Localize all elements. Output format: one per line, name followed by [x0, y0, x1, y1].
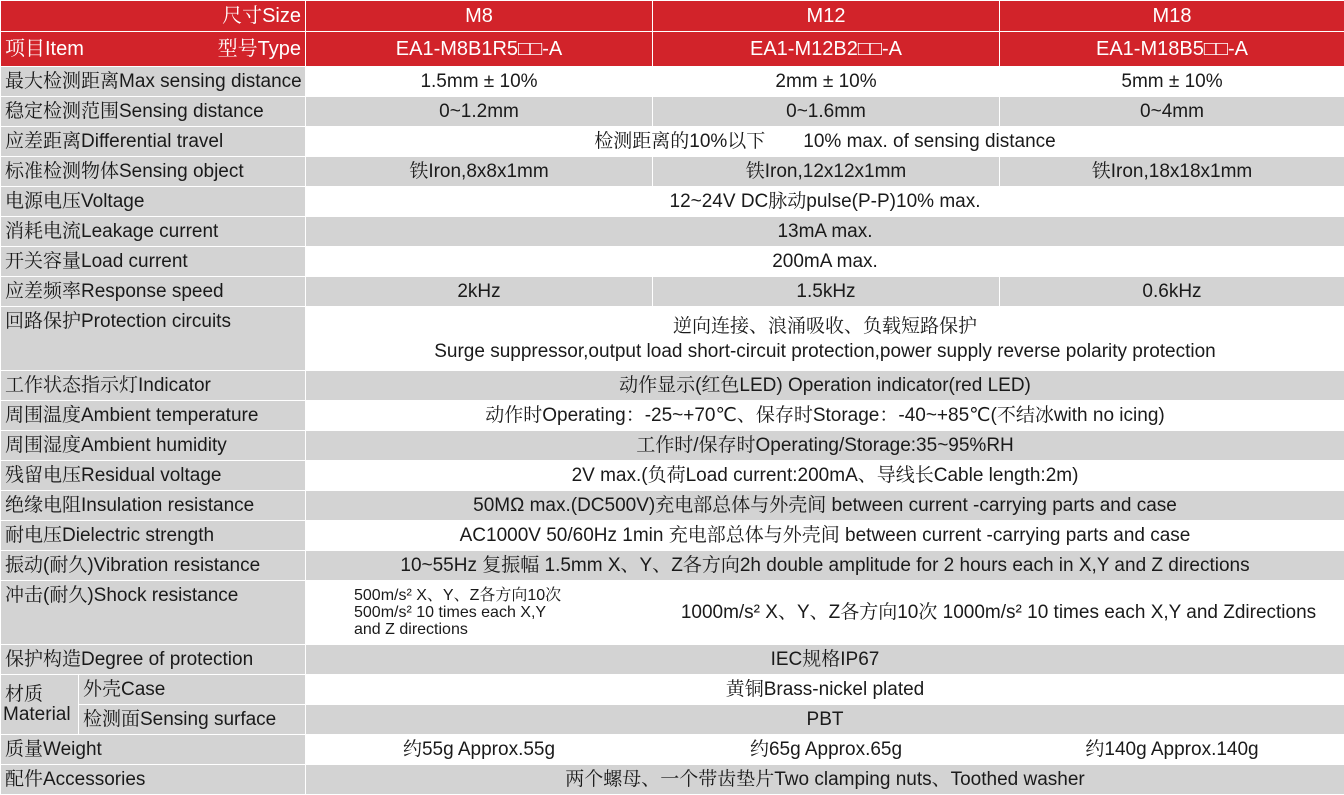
value-all: 检测距离的10%以下 10% max. of sensing distance	[306, 127, 1344, 157]
model-m12: EA1-M12B2□□-A	[653, 32, 1000, 67]
model-m18: EA1-M18B5□□-A	[1000, 32, 1344, 67]
row-sensing-object	[1, 157, 1344, 187]
row-load	[1, 247, 1344, 277]
value-m8: 铁Iron,8x8x1mm	[306, 157, 653, 187]
value-m12: 铁Iron,12x12x1mm	[653, 157, 1000, 187]
model-m8: EA1-M8B1R5□□-A	[306, 32, 653, 67]
shock-m8-line1: 500m/s² X、Y、Z各方向10次	[354, 587, 648, 604]
row-voltage	[1, 187, 1344, 217]
row-leakage	[1, 217, 1344, 247]
header-row-size	[1, 1, 1344, 32]
surface-value: PBT	[306, 705, 1344, 735]
protection-line-en: Surge suppressor,output load short-circuit protection,power supply reverse polarity protection	[310, 339, 1340, 364]
material-label-cn: 材质	[3, 685, 76, 705]
value-all: 动作时Operating：-25~+70℃、保存时Storage：-40~+85℃(不结冰with no icing)	[306, 401, 1344, 431]
value-m12: 0~1.6mm	[653, 97, 1000, 127]
row-label: 最大检测距离Max sensing distance	[1, 67, 306, 97]
case-label: 外壳Case	[79, 675, 306, 705]
item-label: 项目Item	[5, 39, 84, 59]
value-m8: 0~1.2mm	[306, 97, 653, 127]
header-row-type	[1, 32, 1344, 67]
type-label: 型号Type	[218, 39, 301, 59]
row-label: 标准检测物体Sensing object	[1, 157, 306, 187]
value-m12: 约65g Approx.65g	[653, 735, 1000, 765]
row-label: 周围湿度Ambient humidity	[1, 431, 306, 461]
row-accessories	[1, 765, 1344, 795]
row-residual-voltage	[1, 461, 1344, 491]
value-m12: 1.5kHz	[653, 277, 1000, 307]
value-m12: 2mm ± 10%	[653, 67, 1000, 97]
row-vibration	[1, 551, 1344, 581]
row-label: 残留电压Residual voltage	[1, 461, 306, 491]
material-label-cell	[1, 675, 79, 735]
row-degree-protection	[1, 645, 1344, 675]
value-m18: 铁Iron,18x18x1mm	[1000, 157, 1344, 187]
row-ambient-temperature	[1, 401, 1344, 431]
value-m18: 约140g Approx.140g	[1000, 735, 1344, 765]
row-dielectric	[1, 521, 1344, 551]
row-ambient-humidity	[1, 431, 1344, 461]
row-label: 振动(耐久)Vibration resistance	[1, 551, 306, 581]
row-differential	[1, 127, 1344, 157]
row-label: 开关容量Load current	[1, 247, 306, 277]
row-label: 消耗电流Leakage current	[1, 217, 306, 247]
row-weight	[1, 735, 1344, 765]
value-m18: 0~4mm	[1000, 97, 1344, 127]
value-m18: 0.6kHz	[1000, 277, 1344, 307]
row-sensing-distance	[1, 97, 1344, 127]
size-m18: M18	[1000, 1, 1344, 32]
row-protection-circuits	[1, 307, 1344, 371]
row-material-surface	[1, 705, 1344, 735]
row-label: 周围温度Ambient temperature	[1, 401, 306, 431]
value-all: 10~55Hz 复振幅 1.5mm X、Y、Z各方向2h double amplitude for 2 hours each in X,Y and Z directions	[306, 551, 1344, 581]
row-indicator	[1, 371, 1344, 401]
protection-line-cn: 逆向连接、浪涌吸收、负载短路保护	[310, 314, 1340, 339]
row-max-sensing	[1, 67, 1344, 97]
value-all: 工作时/保存时Operating/Storage:35~95%RH	[306, 431, 1344, 461]
value-all: 动作显示(红色LED) Operation indicator(red LED)	[306, 371, 1344, 401]
value-m8: 约55g Approx.55g	[306, 735, 653, 765]
value-all: 50MΩ max.(DC500V)充电部总体与外壳间 between current -carrying parts and case	[306, 491, 1344, 521]
size-label: 尺寸Size	[5, 6, 301, 26]
value-all: 2V max.(负荷Load current:200mA、导线长Cable length:2m)	[306, 461, 1344, 491]
value-m8: 1.5mm ± 10%	[306, 67, 653, 97]
value-m18: 5mm ± 10%	[1000, 67, 1344, 97]
value-all: 200mA max.	[306, 247, 1344, 277]
shock-m8-line3: and Z directions	[354, 621, 648, 638]
row-insulation	[1, 491, 1344, 521]
row-material-case	[1, 675, 1344, 705]
row-shock	[1, 581, 1344, 645]
row-label: 回路保护Protection circuits	[1, 307, 306, 371]
row-label: 应差频率Response speed	[1, 277, 306, 307]
row-label: 工作状态指示灯Indicator	[1, 371, 306, 401]
size-m12: M12	[653, 1, 1000, 32]
row-label: 绝缘电阻Insulation resistance	[1, 491, 306, 521]
value-all: IEC规格IP67	[306, 645, 1344, 675]
row-label: 保护构造Degree of protection	[1, 645, 306, 675]
row-label: 耐电压Dielectric strength	[1, 521, 306, 551]
material-label-en: Material	[3, 705, 76, 725]
row-label: 冲击(耐久)Shock resistance	[1, 581, 306, 645]
row-label: 电源电压Voltage	[1, 187, 306, 217]
row-label: 稳定检测范围Sensing distance	[1, 97, 306, 127]
surface-label: 检测面Sensing surface	[79, 705, 306, 735]
row-response	[1, 277, 1344, 307]
size-header-cell	[1, 1, 306, 32]
case-value: 黄铜Brass-nickel plated	[306, 675, 1344, 705]
shock-m8-line2: 500m/s² 10 times each X,Y	[354, 604, 648, 621]
value-m8: 2kHz	[306, 277, 653, 307]
value-all: 12~24V DC脉动pulse(P-P)10% max.	[306, 187, 1344, 217]
value-m8	[306, 581, 653, 645]
item-type-header-cell	[1, 32, 306, 67]
value-all: AC1000V 50/60Hz 1min 充电部总体与外壳间 between current -carrying parts and case	[306, 521, 1344, 551]
row-label: 应差距离Differential travel	[1, 127, 306, 157]
row-label: 配件Accessories	[1, 765, 306, 795]
value-all: 两个螺母、一个带齿垫片Two clamping nuts、Toothed washer	[306, 765, 1344, 795]
value-all	[306, 307, 1344, 371]
value-m12-m18: 1000m/s² X、Y、Z各方向10次 1000m/s² 10 times each X,Y and Zdirections	[653, 581, 1344, 645]
size-m8: M8	[306, 1, 653, 32]
value-all: 13mA max.	[306, 217, 1344, 247]
row-label: 质量Weight	[1, 735, 306, 765]
